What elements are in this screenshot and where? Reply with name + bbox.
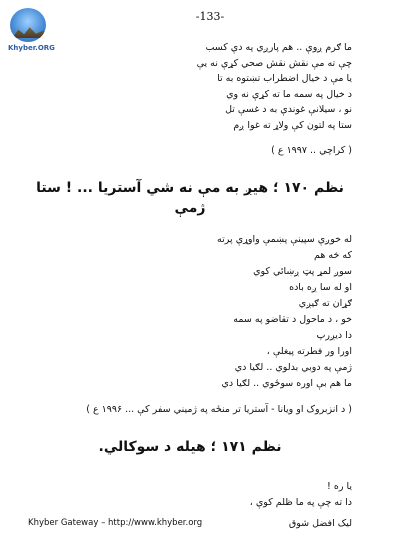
date-note: ( کراچي .. ۱۹۹۷ ع ) [271, 145, 352, 156]
verse-line: او له سا ږه باده [289, 282, 352, 293]
verse-line: چې ته مې نقش نقش صحي کړې نه يې [196, 57, 352, 69]
verse-line: ما ګرم ږوې .. هم پارږي په دې کسب [205, 42, 352, 53]
verse-line: سوږ لمړ پټ ږښائي کوي [253, 266, 352, 277]
verse-line: دا ديږرپ [316, 330, 352, 341]
poem-verse-171 [28, 479, 352, 511]
page-number: -133- [195, 10, 225, 23]
verse-line: که څه هم [314, 250, 352, 261]
footer-site-link[interactable]: Khyber Gateway – http://www.khyber.org [28, 518, 203, 528]
verse-line: ستا په لتون کې ولاړ ته غوا ږم [233, 119, 352, 131]
poem-title-170: نظم ۱۷۰ ؛ هيږ به مې نه شي آستريا ... ! ستا ژمې [36, 180, 344, 216]
source-note: ( د انزبروک او ويانا - آستريا تر منځه په ژميني سفر کې ... ۱۹۹۶ ع ) [86, 404, 352, 415]
verse-line: نو ، سيلانې غوندې به د غسې تل [225, 104, 352, 115]
poem-verse-170 [28, 232, 352, 392]
verse-line: يا ره ! [327, 481, 352, 492]
footer-author: ليک افضل شوق [288, 518, 352, 529]
verse-line: دا ته چې په ما ظلم کوې ، [249, 497, 352, 508]
verse-line: خو ، د ماحول د تقاضو په سمه [233, 314, 352, 325]
verse-line: يا مې د خيال اضطراب تښتوه به تا [217, 73, 352, 84]
poem-title-171: نظم ۱۷۱ ؛ هيله د سوکالي. [98, 439, 282, 455]
poem-stanza [28, 40, 352, 133]
verse-line: ژمې په دوبي بدلوي .. لګيا دي [234, 362, 352, 373]
verse-line: له خوږې سپينې پښمې واوړې پرته [217, 234, 352, 245]
verse-line: اورا ور فطرته پيغلې ، [266, 346, 352, 357]
verse-line: ما هم بې اوره سوځوي .. لګيا دي [221, 378, 352, 389]
verse-line: ګړان ته ګيږي [298, 298, 352, 309]
logo-text: Khyber.ORG [8, 44, 55, 52]
verse-line: د خيال په سمه ما ته کړې نه وي [226, 88, 352, 100]
page-content [28, 40, 352, 511]
